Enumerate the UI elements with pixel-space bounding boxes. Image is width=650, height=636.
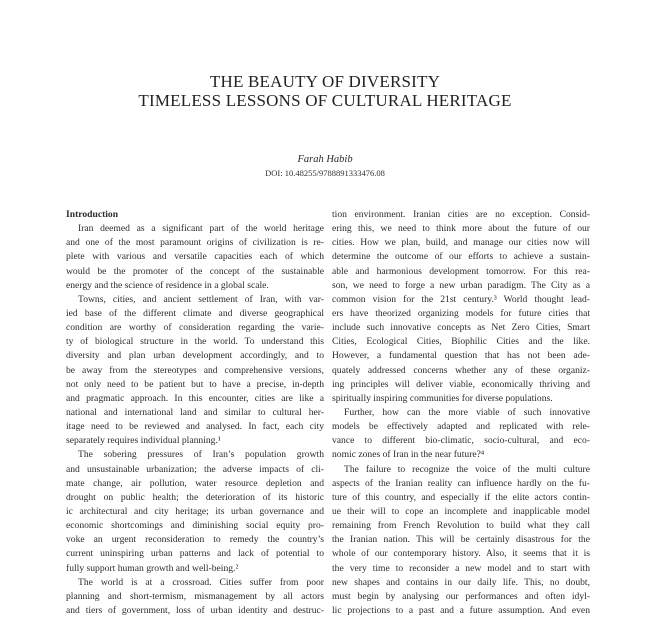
- body-line: diversity and plan urban development accordingly, and to: [66, 350, 324, 362]
- body-line: The sobering pressures of Iran’s population growth: [78, 449, 324, 461]
- right-column: [332, 208, 590, 618]
- article-title: [0, 72, 650, 110]
- body-line: mate change, air pollution, water resource depletion and: [66, 477, 324, 489]
- author-name: Farah Habib: [297, 154, 353, 165]
- body-line: drought on public health; the deterioration of its historic: [66, 491, 324, 503]
- body-line: models be effectively adapted and replicated with rele-: [332, 421, 590, 433]
- body-line: include such innovative concepts as Net Zero Cities, Smart: [332, 322, 590, 334]
- body-line: tion environment. Iranian cities are no exception. Consid-: [332, 209, 590, 220]
- body-line: whole of our contemporary history. Also, it seems that it is: [332, 548, 590, 560]
- body-line: condition are worthy of consideration regarding the varie-: [66, 322, 324, 334]
- body-line: itage need to be reviewed and analysed. In fact, each city: [66, 421, 324, 433]
- body-line: ue their will to cope an incomplete and inapplicable model: [332, 505, 590, 517]
- body-line: be away from the stereotypes and comprehensive versions,: [66, 364, 324, 376]
- section-heading: Introduction: [66, 209, 119, 220]
- body-line: and one of the most paramount origins of civilization is re-: [66, 237, 324, 249]
- body-line: ty of biological structure in the world. To understand this: [66, 336, 324, 348]
- body-line: the very time to reconsider a new model and to start with: [332, 562, 590, 574]
- body-line: spiritually inspiring communities for diverse populations.: [332, 392, 553, 404]
- body-line: ering this, we need to think more about the future of our: [332, 223, 590, 235]
- body-line: Further, how can the more viable of such innovative: [344, 406, 590, 418]
- body-line: not only need to be patient but to have a precise, in-depth: [66, 378, 324, 390]
- body-line: plete with various and versatile capacities each of which: [66, 251, 324, 263]
- title-line-2: TIMELESS LESSONS OF CULTURAL HERITAGE: [138, 91, 512, 110]
- body-line: and pragmatic approach. In this encounter, cities are like a: [66, 392, 324, 404]
- body-line: remaining from French Revolution to build what they call: [332, 520, 590, 532]
- body-line: Towns, cities, and ancient settlement of Iran, with var-: [78, 293, 324, 305]
- body-line: energy and the science of residence in a global scale.: [66, 279, 269, 291]
- body-line: planning and short-termism, mismanagement by all actors: [66, 590, 324, 602]
- body-line: ture of this country, and especially if the elite actors contin-: [332, 491, 590, 503]
- body-line: ing principles will deliver viable, economically thriving and: [332, 378, 590, 390]
- body-line: Cities, Ecological Cities, Biophilic Cities and the like.: [332, 336, 590, 348]
- body-line: ers have theorized organizing models for future cities that: [332, 307, 590, 319]
- body-line: aspects of the Iranian reality can influence hardly on the fu-: [332, 477, 590, 489]
- body-line: The world is at a crossroad. Cities suffer from poor: [78, 576, 324, 588]
- body-line: must begin by analysing our performances and often idyl-: [332, 590, 590, 602]
- body-line: fully support human growth and well-being.²: [66, 562, 239, 574]
- body-line: quately addressed concerns whether any of these organiz-: [332, 364, 590, 376]
- body-line: The failure to recognize the voice of the multi culture: [344, 463, 590, 475]
- body-line: and tiers of government, loss of urban identity and destruc-: [66, 604, 324, 616]
- body-line: voke an urgent reconsideration to remedy the country’s: [66, 534, 324, 546]
- body-line: determine the outcome of our efforts to achieve a sustain-: [332, 251, 590, 263]
- body-line: common vision for the 21st century.³ World thought lead-: [332, 293, 590, 305]
- body-line: son, we need to forge a new urban paradigm. The City as a: [332, 279, 590, 291]
- body-line: ied base of the different climate and diverse geographical: [66, 307, 324, 319]
- body-line: lic projections to a past and a future assumption. And even: [332, 604, 590, 616]
- body-line: vance to different bio-climatic, socio-cultural, and eco-: [332, 435, 590, 447]
- body-line: able and harmonious development tomorrow. For this rea-: [332, 265, 590, 277]
- body-line: and unsustainable urbanization; the adverse impacts of cli-: [66, 463, 324, 475]
- body-line: However, a fundamental question that has not been ade-: [332, 350, 590, 362]
- left-column: [66, 208, 324, 618]
- body-line: separately requires individual planning.¹: [66, 435, 221, 447]
- title-line-1: THE BEAUTY OF DIVERSITY: [209, 72, 441, 91]
- body-line: economic shortcomings and diminishing social equity pro-: [66, 520, 324, 532]
- body-line: new shapes and contains in our daily life. This, no doubt,: [332, 576, 590, 588]
- body-line: nomic zones of Iran in the near future?⁴: [332, 449, 485, 461]
- body-line: national and international land and similar to cultural her-: [66, 406, 324, 418]
- body-line: would be the promoter of the concept of the sustainable: [66, 265, 324, 277]
- doi-line: DOI: 10.48255/9788891333476.08: [265, 168, 385, 178]
- body-line: Iran deemed as a significant part of the world heritage: [78, 223, 324, 235]
- body-line: the Iranian nation. This will be certainly disastrous for the: [332, 534, 590, 546]
- body-line: cities. How we plan, build, and manage our cities now will: [332, 237, 590, 249]
- body-line: ic architectural and city heritage; its urban governance and: [66, 505, 324, 517]
- body-line: current uninspiring urban patterns and lack of potential to: [66, 548, 324, 560]
